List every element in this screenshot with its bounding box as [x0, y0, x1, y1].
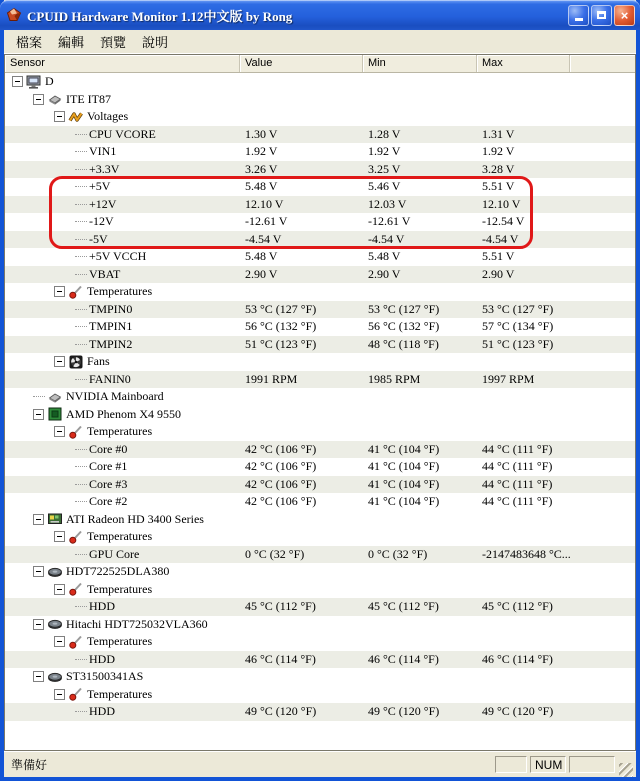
temperature-icon: [68, 529, 84, 545]
tree-indent: [5, 449, 75, 450]
sensor-min: 1.28 V: [368, 126, 401, 141]
sensor-label: NVIDIA Mainboard: [66, 389, 164, 404]
sensor-label: Temperatures: [87, 686, 153, 701]
cpu-icon: [47, 406, 63, 422]
tree-connector: [75, 169, 87, 170]
sensor-value: 1991 RPM: [245, 371, 298, 386]
tree-connector: [75, 186, 87, 187]
tree-row[interactable]: [5, 91, 635, 109]
computer-icon: [26, 74, 42, 90]
menu-help[interactable]: 說明: [142, 35, 169, 50]
menu-edit[interactable]: 編輯: [58, 35, 85, 50]
tree-indent: [5, 431, 54, 432]
sensor-max: 49 °C (120 °F): [482, 704, 554, 718]
sensor-value: 42 °C (106 °F): [245, 459, 317, 473]
tree-row[interactable]: [5, 178, 635, 196]
tree-row[interactable]: [5, 318, 635, 336]
sensor-value: 56 °C (132 °F): [245, 319, 317, 333]
tree-indent: [5, 291, 54, 292]
sensor-max: -2147483648 °C...: [482, 546, 571, 561]
sensor-min: 1985 RPM: [368, 371, 421, 386]
collapse-toggle-icon[interactable]: [54, 584, 65, 595]
sensor-min: 0 °C (32 °F): [368, 546, 428, 561]
sensor-min: 3.25 V: [368, 161, 401, 176]
collapse-toggle-icon[interactable]: [54, 636, 65, 647]
sensor-min: -12.61 V: [368, 214, 411, 228]
temperature-icon: [68, 634, 84, 650]
tree-connector: [75, 309, 87, 310]
tree-indent: [5, 221, 75, 222]
sensor-value: 1.30 V: [245, 126, 278, 141]
collapse-toggle-icon[interactable]: [54, 286, 65, 297]
tree-indent: [5, 676, 33, 677]
sensor-label: D: [45, 74, 54, 89]
hdd-icon: [47, 564, 63, 580]
sensor-value: 5.48 V: [245, 179, 278, 193]
sensor-min: 2.90 V: [368, 266, 401, 281]
tree-row[interactable]: [5, 371, 635, 389]
sensor-value: 51 °C (123 °F): [245, 336, 317, 351]
resize-grip[interactable]: [619, 763, 633, 777]
sensor-max: 3.28 V: [482, 161, 515, 176]
tree-indent: [5, 589, 54, 590]
sensor-label: AMD Phenom X4 9550: [66, 406, 182, 421]
sensor-max: 51 °C (123 °F): [482, 336, 554, 351]
tree-row[interactable]: [5, 73, 635, 91]
sensor-min: 12.03 V: [368, 196, 407, 211]
menu-bar: [4, 30, 636, 54]
status-pane-scrl: [569, 756, 615, 773]
tree-row[interactable]: [5, 686, 635, 704]
tree-row[interactable]: [5, 196, 635, 214]
tree-row[interactable]: [5, 563, 635, 581]
collapse-toggle-icon[interactable]: [54, 689, 65, 700]
sensor-label: HDD: [89, 599, 115, 614]
maximize-icon: [597, 11, 606, 19]
sensor-min: 45 °C (112 °F): [368, 599, 439, 613]
tree-row[interactable]: [5, 441, 635, 459]
column-header-row: [5, 55, 635, 73]
tree-connector: [75, 501, 87, 502]
sensor-label: HDT722525DLA380: [66, 564, 170, 579]
sensor-label: TMPIN1: [89, 319, 133, 334]
tree-row[interactable]: [5, 668, 635, 686]
collapse-toggle-icon[interactable]: [54, 531, 65, 542]
chip-icon: [47, 91, 63, 107]
sensor-min: 49 °C (120 °F): [368, 704, 440, 718]
collapse-toggle-icon[interactable]: [54, 356, 65, 367]
tree-row[interactable]: [5, 353, 635, 371]
sensor-label: GPU Core: [89, 546, 140, 561]
tree-connector: [33, 396, 45, 397]
sensor-min: 5.48 V: [368, 249, 401, 263]
sensor-max: 1997 RPM: [482, 371, 535, 386]
tree-indent: [5, 519, 33, 520]
sensor-max: 44 °C (111 °F): [482, 441, 553, 456]
sensor-max: 44 °C (111 °F): [482, 494, 553, 508]
sensor-label: Temperatures: [87, 529, 153, 544]
tree-row[interactable]: [5, 528, 635, 546]
menu-file[interactable]: 檔案: [16, 35, 43, 50]
sensor-min: 1.92 V: [368, 144, 401, 158]
collapse-toggle-icon[interactable]: [33, 94, 44, 105]
collapse-toggle-icon[interactable]: [33, 514, 44, 525]
collapse-toggle-icon[interactable]: [33, 671, 44, 682]
tree-row[interactable]: [5, 161, 635, 179]
tree-connector: [75, 711, 87, 712]
tree-indent: [5, 239, 75, 240]
temperature-icon: [68, 686, 84, 702]
tree-indent: [5, 204, 75, 205]
sensor-min: 41 °C (104 °F): [368, 494, 440, 508]
tree-connector: [75, 204, 87, 205]
tree-row[interactable]: [5, 546, 635, 564]
sensor-max: 53 °C (127 °F): [482, 301, 554, 316]
sensor-label: Hitachi HDT725032VLA360: [66, 616, 208, 631]
sensor-min: 46 °C (114 °F): [368, 651, 439, 666]
sensor-value: 0 °C (32 °F): [245, 546, 305, 561]
sensor-list: [4, 54, 636, 751]
tree-indent: [5, 641, 54, 642]
close-icon: ×: [620, 7, 629, 23]
sensor-min: 56 °C (132 °F): [368, 319, 440, 333]
sensor-label: Temperatures: [87, 581, 153, 596]
sensor-min: 48 °C (118 °F): [368, 336, 439, 351]
tree-connector: [75, 484, 87, 485]
sensor-max: 44 °C (111 °F): [482, 476, 553, 491]
collapse-toggle-icon[interactable]: [33, 566, 44, 577]
gpu-icon: [47, 511, 63, 527]
status-pane-cap: [495, 756, 527, 773]
sensor-label: Core #3: [89, 476, 128, 491]
tree-connector: [75, 274, 87, 275]
tree-indent: [5, 484, 75, 485]
window-title: CPUID Hardware Monitor 1.12中文版 by Rong: [27, 8, 293, 24]
tree-connector: [75, 379, 87, 380]
sensor-label: TMPIN2: [89, 336, 133, 351]
tree-row[interactable]: [5, 143, 635, 161]
collapse-toggle-icon[interactable]: [54, 426, 65, 437]
fan-icon: [68, 354, 84, 370]
chip-icon: [47, 389, 63, 405]
tree-connector: [75, 134, 87, 135]
sensor-label: Temperatures: [87, 634, 153, 649]
sensor-max: 45 °C (112 °F): [482, 599, 553, 613]
sensor-value: 46 °C (114 °F): [245, 651, 316, 666]
tree-indent: [5, 116, 54, 117]
sensor-label: ATI Radeon HD 3400 Series: [66, 511, 204, 526]
collapse-toggle-icon[interactable]: [12, 76, 23, 87]
tree-connector: [75, 239, 87, 240]
tree-indent: [5, 379, 75, 380]
sensor-value: 45 °C (112 °F): [245, 599, 316, 613]
tree-row[interactable]: [5, 283, 635, 301]
sensor-value: 42 °C (106 °F): [245, 476, 317, 491]
tree-indent: [5, 659, 75, 660]
app-icon: [6, 7, 22, 23]
sensor-max: 46 °C (114 °F): [482, 651, 553, 666]
sensor-value: 42 °C (106 °F): [245, 494, 317, 508]
tree-row[interactable]: [5, 108, 635, 126]
tree-indent: [5, 81, 12, 82]
minimize-icon: [575, 18, 583, 21]
tree-row[interactable]: [5, 423, 635, 441]
hdd-icon: [47, 616, 63, 632]
sensor-value: -12.61 V: [245, 214, 288, 228]
tree-indent: [5, 711, 75, 712]
tree-row[interactable]: [5, 336, 635, 354]
temperature-icon: [68, 581, 84, 597]
sensor-label: +12V: [89, 196, 117, 211]
sensor-max: -12.54 V: [482, 214, 525, 228]
sensor-label: ST31500341AS: [66, 669, 144, 684]
tree-row[interactable]: [5, 476, 635, 494]
tree-row[interactable]: [5, 581, 635, 599]
collapse-toggle-icon[interactable]: [33, 409, 44, 420]
tree-indent: [5, 501, 75, 502]
tree-indent: [5, 606, 75, 607]
sensor-label: VBAT: [89, 266, 121, 281]
sensor-max: 5.51 V: [482, 179, 515, 193]
sensor-label: Core #0: [89, 441, 128, 456]
sensor-value: 3.26 V: [245, 161, 278, 176]
sensor-min: 5.46 V: [368, 179, 401, 193]
tree-connector: [75, 449, 87, 450]
sensor-value: -4.54 V: [245, 231, 282, 246]
status-bar: [4, 751, 636, 777]
sensor-value: 49 °C (120 °F): [245, 704, 317, 718]
sensor-label: Fans: [87, 354, 110, 369]
tree-indent: [5, 151, 75, 152]
temperature-icon: [68, 424, 84, 440]
sensor-label: Temperatures: [87, 284, 153, 299]
menu-view[interactable]: 預覽: [100, 35, 127, 50]
sensor-label: -12V: [89, 214, 114, 229]
tree-indent: [5, 344, 75, 345]
status-pane-num: NUM: [530, 756, 566, 773]
tree-connector: [75, 221, 87, 222]
tree-indent: [5, 274, 75, 275]
tree-indent: [5, 361, 54, 362]
sensor-label: CPU VCORE: [89, 126, 156, 141]
close-button[interactable]: [614, 5, 635, 26]
column-header-sensor[interactable]: Sensor: [5, 55, 240, 72]
tree-row[interactable]: [5, 511, 635, 529]
sensor-min: 41 °C (104 °F): [368, 476, 440, 491]
sensor-label: ITE IT87: [66, 91, 111, 106]
sensor-max: 44 °C (111 °F): [482, 459, 553, 473]
column-header-blank[interactable]: [570, 55, 635, 72]
tree-row[interactable]: [5, 633, 635, 651]
sensor-label: +5V VCCH: [89, 249, 147, 264]
sensor-label: HDD: [89, 704, 115, 719]
sensor-tree: [5, 73, 635, 750]
tree-connector: [75, 344, 87, 345]
sensor-label: Core #2: [89, 494, 128, 509]
tree-indent: [5, 571, 33, 572]
tree-row[interactable]: [5, 231, 635, 249]
tree-row[interactable]: [5, 266, 635, 284]
tree-indent: [5, 554, 75, 555]
tree-connector: [75, 466, 87, 467]
hdd-icon: [47, 669, 63, 685]
tree-row[interactable]: [5, 458, 635, 476]
sensor-max: 5.51 V: [482, 249, 515, 263]
sensor-min: 41 °C (104 °F): [368, 441, 440, 456]
sensor-label: FANIN0: [89, 371, 131, 386]
tree-row[interactable]: [5, 388, 635, 406]
column-header-value[interactable]: Value: [240, 55, 363, 72]
tree-indent: [5, 694, 54, 695]
tree-connector: [75, 606, 87, 607]
sensor-min: 53 °C (127 °F): [368, 301, 440, 316]
tree-indent: [5, 414, 33, 415]
sensor-min: -4.54 V: [368, 231, 405, 246]
tree-indent: [5, 256, 75, 257]
sensor-value: 53 °C (127 °F): [245, 301, 317, 316]
tree-row[interactable]: [5, 651, 635, 669]
sensor-label: Core #1: [89, 459, 128, 474]
sensor-value: 12.10 V: [245, 196, 284, 211]
tree-indent: [5, 326, 75, 327]
tree-indent: [5, 134, 75, 135]
tree-indent: [5, 309, 75, 310]
tree-row[interactable]: [5, 213, 635, 231]
tree-connector: [75, 256, 87, 257]
tree-indent: [5, 536, 54, 537]
sensor-value: 42 °C (106 °F): [245, 441, 317, 456]
tree-indent: [5, 186, 75, 187]
voltage-icon: [68, 109, 84, 125]
sensor-max: 1.92 V: [482, 144, 515, 158]
tree-indent: [5, 466, 75, 467]
sensor-min: 41 °C (104 °F): [368, 459, 440, 473]
tree-row[interactable]: [5, 703, 635, 721]
tree-connector: [75, 151, 87, 152]
column-header-min[interactable]: Min: [363, 55, 477, 72]
sensor-label: TMPIN0: [89, 301, 133, 316]
sensor-label: Voltages: [87, 109, 129, 124]
tree-connector: [75, 659, 87, 660]
sensor-label: +3.3V: [89, 161, 120, 176]
sensor-max: 2.90 V: [482, 266, 515, 281]
tree-row[interactable]: [5, 126, 635, 144]
tree-row[interactable]: [5, 616, 635, 634]
sensor-max: 12.10 V: [482, 196, 521, 211]
tree-row[interactable]: [5, 248, 635, 266]
collapse-toggle-icon[interactable]: [54, 111, 65, 122]
title-bar[interactable]: [0, 0, 640, 30]
temperature-icon: [68, 284, 84, 300]
sensor-max: 57 °C (134 °F): [482, 319, 554, 333]
sensor-label: +5V: [89, 179, 111, 194]
tree-indent: [5, 624, 33, 625]
sensor-label: Temperatures: [87, 424, 153, 439]
tree-indent: [5, 99, 33, 100]
sensor-value: 5.48 V: [245, 249, 278, 263]
tree-indent: [5, 169, 75, 170]
tree-row[interactable]: [5, 598, 635, 616]
sensor-label: HDD: [89, 651, 115, 666]
tree-row[interactable]: [5, 406, 635, 424]
status-message: 準備好: [11, 758, 48, 772]
sensor-max: 1.31 V: [482, 126, 515, 141]
tree-row[interactable]: [5, 301, 635, 319]
sensor-label: VIN1: [89, 144, 117, 159]
column-header-max[interactable]: Max: [477, 55, 570, 72]
sensor-value: 2.90 V: [245, 266, 278, 281]
minimize-button[interactable]: [568, 5, 589, 26]
tree-connector: [75, 554, 87, 555]
sensor-value: 1.92 V: [245, 144, 278, 158]
sensor-label: -5V: [89, 231, 108, 246]
tree-indent: [5, 396, 33, 397]
tree-connector: [75, 326, 87, 327]
tree-row[interactable]: [5, 493, 635, 511]
sensor-max: -4.54 V: [482, 231, 519, 246]
collapse-toggle-icon[interactable]: [33, 619, 44, 630]
maximize-button[interactable]: [591, 5, 612, 26]
